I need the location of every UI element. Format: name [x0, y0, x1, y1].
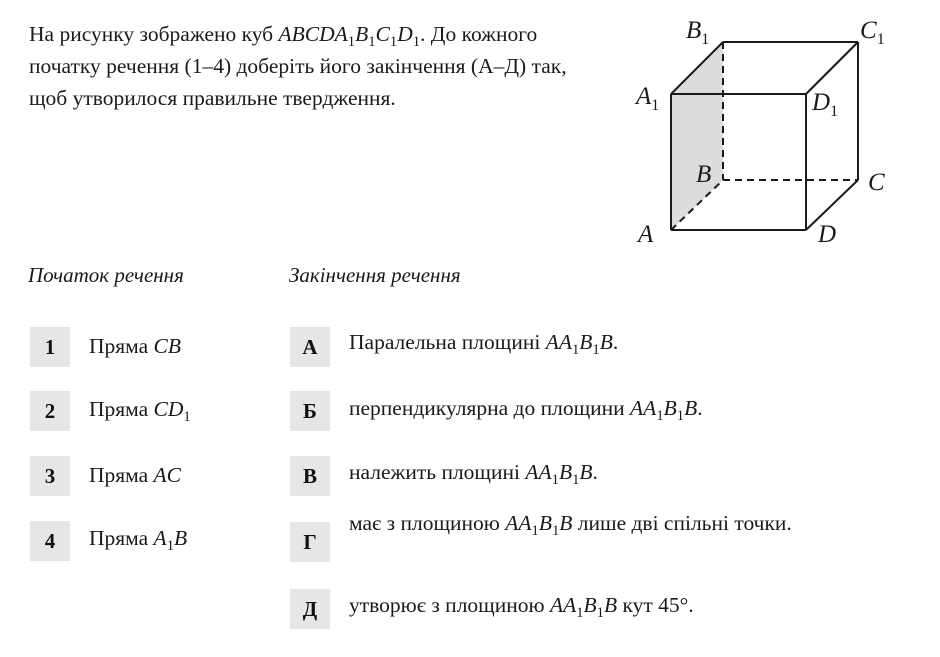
label-A1: $A_1$ [636, 83, 660, 114]
ending-V: належить площині $AA_1B_1B$. [349, 460, 598, 489]
cube-diagram [628, 12, 928, 257]
label-A: A [638, 221, 654, 248]
ending-G: має з площиною $AA_1B_1B$ лише дві спільні точки. [349, 511, 792, 540]
task-statement [29, 18, 599, 114]
ending-letter-A: А [290, 327, 330, 367]
beginning-number-3: 3 [30, 456, 70, 496]
ending-A: Паралельна площині $AA_1B_1B$. [349, 330, 619, 359]
beginning-3: Пряма AC [89, 463, 182, 487]
beginning-number-2: 2 [30, 391, 70, 431]
beginning-4: Пряма $A_1B$ [89, 526, 188, 555]
beginning-number-4: 4 [30, 521, 70, 561]
cube-name: $ABCDA_1B_1C_1D_1$ [278, 22, 421, 51]
label-B1: $B_1$ [686, 17, 710, 48]
ending-letter-G: Г [290, 522, 330, 562]
label-C: C [868, 169, 885, 196]
ending-letter-B: Б [290, 391, 330, 431]
ending-D: утворює з площиною $AA_1B_1B$ кут 45°. [349, 593, 694, 622]
beginning-2: Пряма $CD_1$ [89, 397, 191, 426]
beginning-number-1: 1 [30, 327, 70, 367]
ending-letter-V: В [290, 456, 330, 496]
ending-letter-D: Д [290, 589, 330, 629]
intro-text-after: . До кожного початку речення (1–4) доберіть його закінчення (А–Д) так, щоб утворилося правильне твердження. [29, 22, 567, 110]
beginnings-heading: Початок речення [28, 263, 184, 287]
label-C1: $C_1$ [860, 17, 885, 48]
edge-D1C1 [806, 42, 858, 94]
shaded-face [671, 42, 723, 230]
endings-heading: Закінчення речення [289, 263, 461, 287]
beginning-1: Пряма CB [89, 334, 182, 358]
label-D1: $D_1$ [812, 89, 839, 120]
intro-text-before: На рисунку зображено куб [29, 22, 279, 46]
ending-B: перпендикулярна до площини $AA_1B_1B$. [349, 396, 703, 425]
label-B: B [696, 161, 712, 188]
label-D: D [818, 221, 837, 248]
